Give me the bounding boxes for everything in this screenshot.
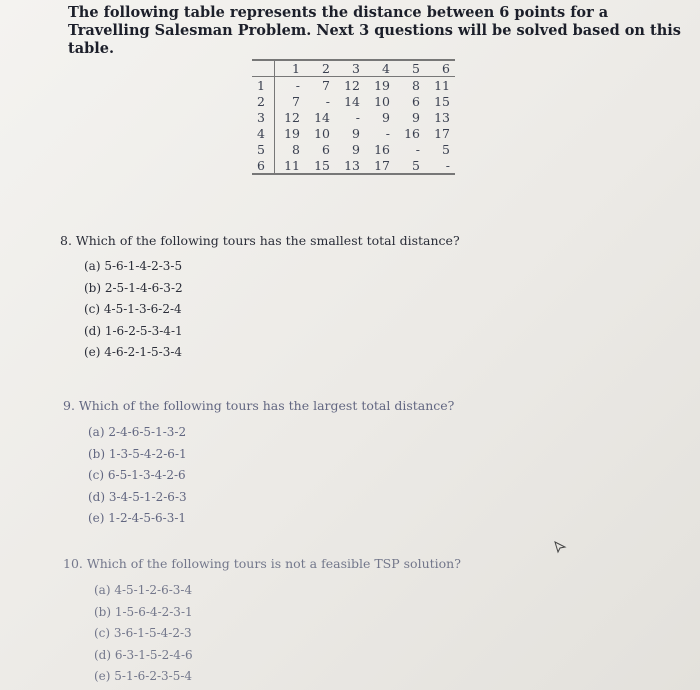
table-cell: 8 [412, 77, 420, 93]
table-row [252, 141, 455, 157]
table-cell: - [355, 109, 360, 125]
table-row [252, 157, 455, 174]
question-10-option: (b) 1-5-6-4-2-3-1 [94, 604, 193, 619]
table-cell: 5 [442, 141, 450, 157]
table-cell: 10 [314, 125, 330, 141]
table-cell: - [385, 125, 390, 141]
table-cell: 6 [322, 141, 330, 157]
table-cell: 7 [292, 93, 300, 109]
table-row [252, 93, 455, 109]
table-cell: 9 [352, 125, 360, 141]
header-cell: 4 [365, 60, 395, 77]
question-8-option: (c) 4-5-1-3-6-2-4 [84, 302, 182, 316]
table-cell: 9 [412, 109, 420, 125]
question-10-option: (d) 6-3-1-5-2-4-6 [94, 647, 193, 662]
question-8-text: 8. Which of the following tours has the smallest total distance? [60, 233, 460, 248]
table-cell: 16 [404, 125, 420, 141]
table-cell: 17 [434, 125, 450, 141]
header-cell: 1 [275, 60, 306, 77]
table-row [252, 109, 455, 125]
header-cell: 5 [395, 60, 425, 77]
table-row [252, 77, 455, 94]
table-cell: 19 [374, 77, 390, 93]
question-10-option: (a) 4-5-1-2-6-3-4 [94, 583, 193, 597]
question-10-option: (c) 3-6-1-5-4-2-3 [94, 626, 192, 640]
header-cell: 3 [335, 60, 365, 77]
table-cell: 9 [382, 109, 390, 125]
row-label: 5 [252, 141, 275, 157]
question-10-text: 10. Which of the following tours is not a feasible TSP solution? [63, 556, 461, 571]
question-9-text: 9. Which of the following tours has the largest total distance? [63, 398, 455, 413]
question-9-option: (b) 1-3-5-4-2-6-1 [88, 446, 187, 461]
header-cell: 2 [305, 60, 335, 77]
header-cell [252, 60, 275, 77]
question-8-option: (b) 2-5-1-4-6-3-2 [84, 280, 183, 295]
table-cell: 6 [412, 93, 420, 109]
table-cell: 14 [344, 93, 360, 109]
table-cell: 13 [344, 157, 360, 173]
question-9-option: (d) 3-4-5-1-2-6-3 [88, 489, 187, 504]
question-8-option: (d) 1-6-2-5-3-4-1 [84, 323, 183, 338]
table-header-row [252, 60, 455, 77]
question-9-option: (a) 2-4-6-5-1-3-2 [88, 425, 187, 439]
table-cell: - [445, 157, 450, 173]
question-8-option: (a) 5-6-1-4-2-3-5 [84, 259, 183, 273]
table-cell: - [325, 93, 330, 109]
table-cell: 14 [314, 109, 330, 125]
table-cell: 15 [314, 157, 330, 173]
row-label: 4 [252, 125, 275, 141]
table-cell: 10 [374, 93, 390, 109]
header-cell: 6 [425, 60, 455, 77]
table-cell: - [415, 141, 420, 157]
problem-statement: The following table represents the distance between 6 points for a Travelling Salesman Problem. Next 3 questions will be solved based on this table. [68, 4, 681, 57]
table-cell: 8 [292, 141, 300, 157]
row-label: 3 [252, 109, 275, 125]
table-cell: 12 [284, 109, 300, 125]
row-label: 6 [252, 157, 275, 174]
table-cell: 17 [374, 157, 390, 173]
question-10-option: (e) 5-1-6-2-3-5-4 [94, 669, 193, 683]
table-row [252, 125, 455, 141]
row-label: 1 [252, 77, 275, 94]
table-cell: - [295, 77, 300, 93]
table-cell: 13 [434, 109, 450, 125]
table-cell: 19 [284, 125, 300, 141]
table-cell: 9 [352, 141, 360, 157]
distance-table [252, 59, 455, 175]
table-cell: 12 [344, 77, 360, 93]
table-cell: 15 [434, 93, 450, 109]
table-cell: 11 [284, 157, 300, 173]
question-9-option: (c) 6-5-1-3-4-2-6 [88, 468, 186, 482]
question-9-option: (e) 1-2-4-5-6-3-1 [88, 511, 187, 525]
table-cell: 7 [322, 77, 330, 93]
question-8-option: (e) 4-6-2-1-5-3-4 [84, 345, 183, 359]
table-cell: 11 [434, 77, 450, 93]
mouse-cursor-icon [553, 540, 567, 554]
table-cell: 5 [412, 157, 420, 173]
table-cell: 16 [374, 141, 390, 157]
row-label: 2 [252, 93, 275, 109]
